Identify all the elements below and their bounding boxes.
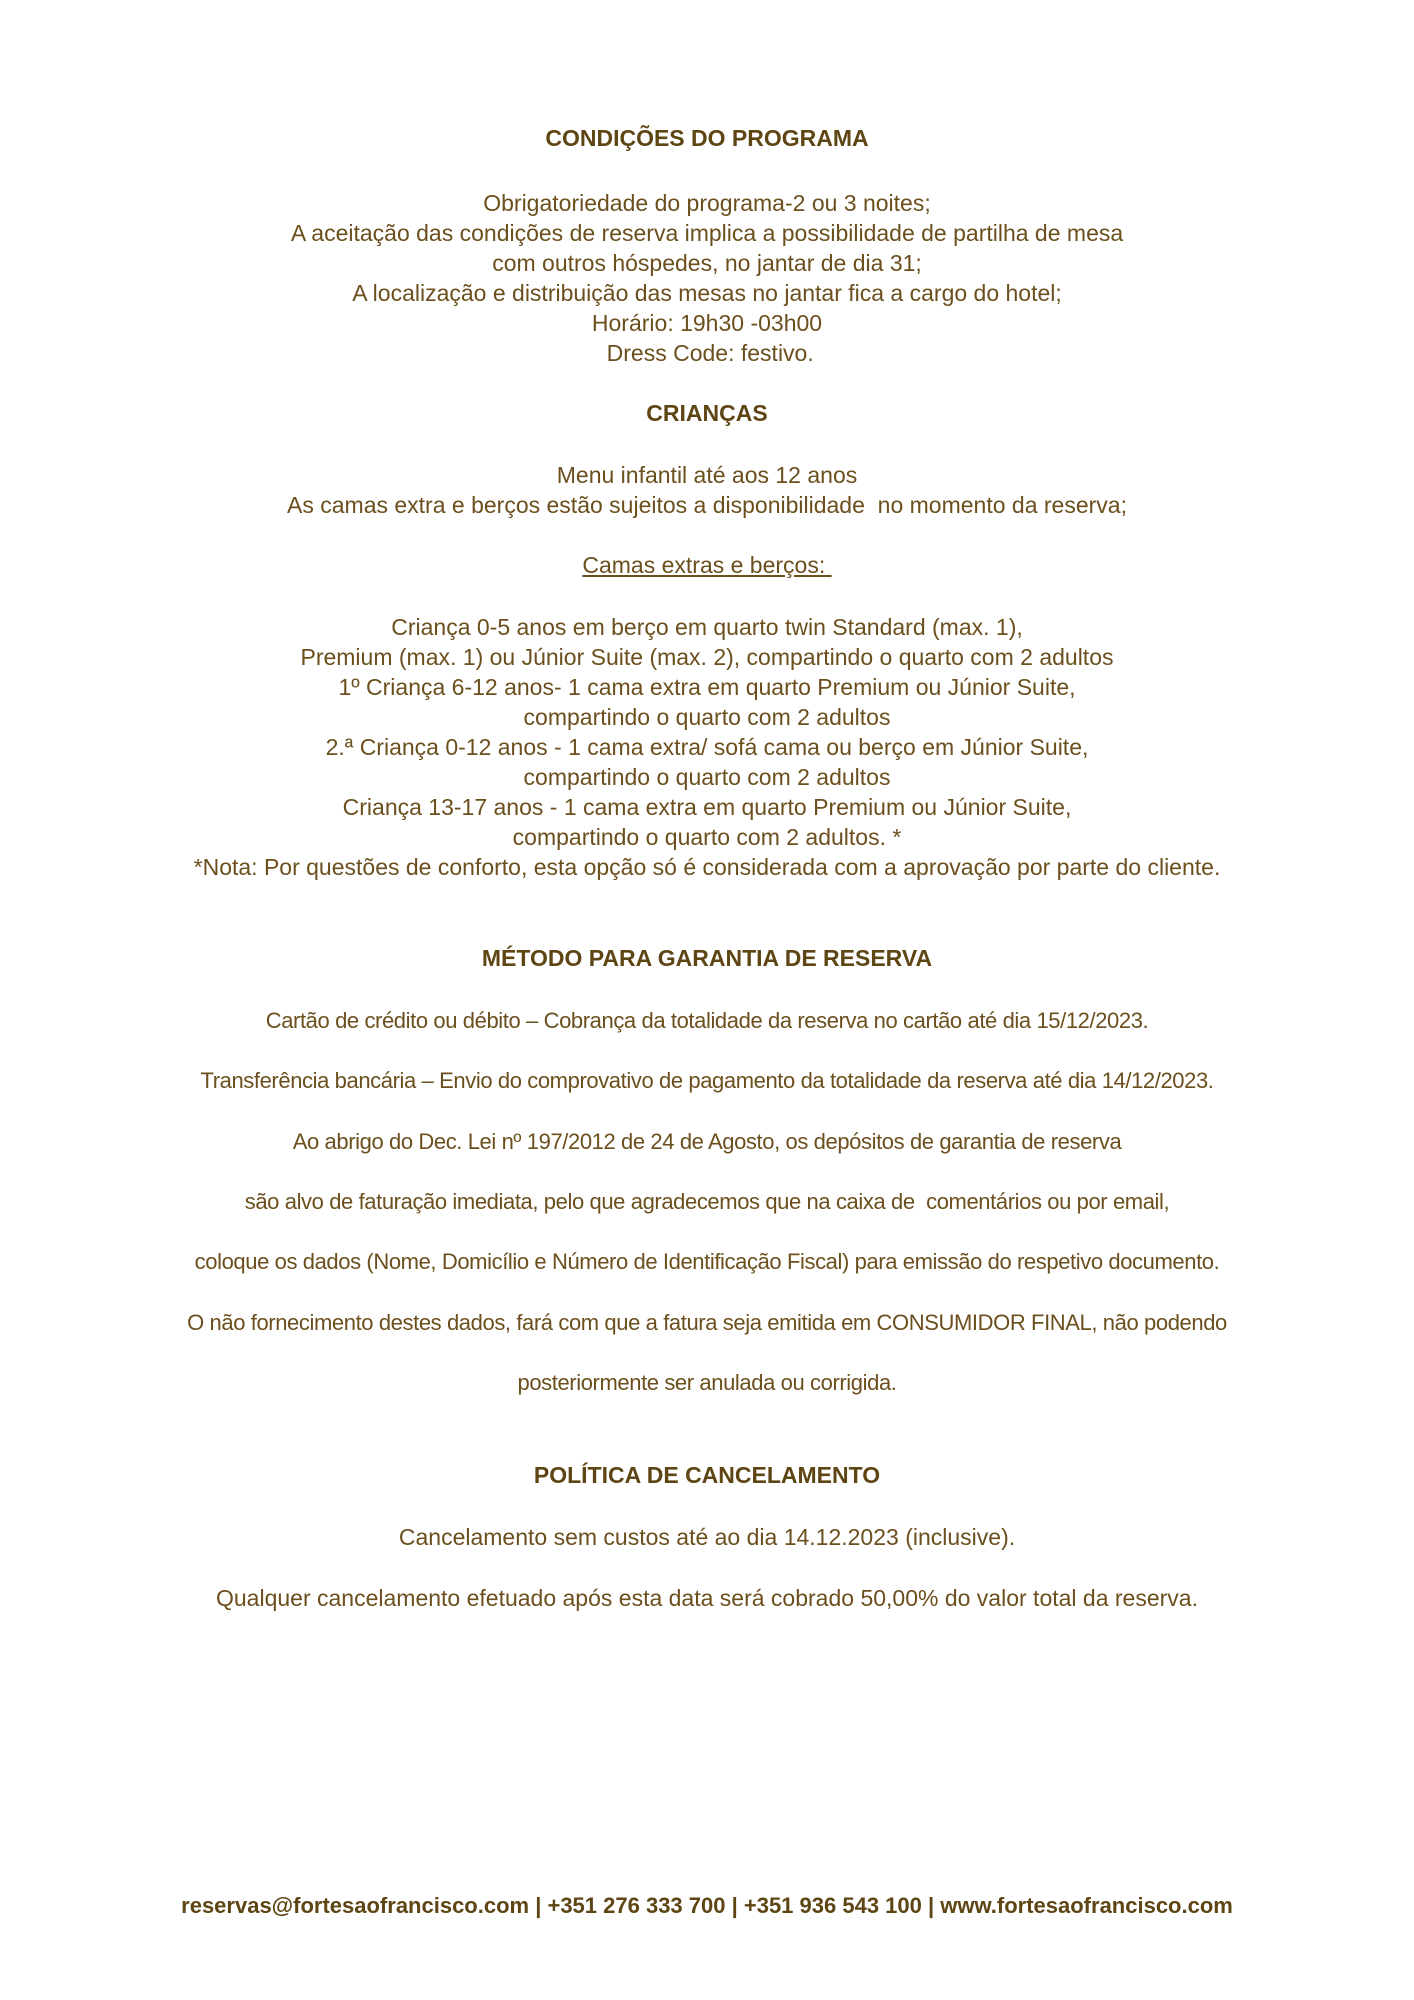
children-detail-line: Criança 0-5 anos em berço em quarto twin Standard (max. 1), bbox=[391, 614, 1023, 640]
children-detail-line: Criança 13-17 anos - 1 cama extra em quarto Premium ou Júnior Suite, bbox=[342, 794, 1072, 820]
conditions-line: com outros hóspedes, no jantar de dia 31; bbox=[492, 250, 922, 276]
extra-beds-subtitle: Camas extras e berços: bbox=[582, 552, 832, 578]
section-title-children: CRIANÇAS bbox=[646, 400, 768, 426]
guarantee-line: coloque os dados (Nome, Domicílio e Número de Identificação Fiscal) para emissão do respetivo documento. bbox=[194, 1249, 1220, 1274]
section-title-guarantee: MÉTODO PARA GARANTIA DE RESERVA bbox=[481, 945, 933, 971]
children-detail-line: 2.ª Criança 0-12 anos - 1 cama extra/ sofá cama ou berço em Júnior Suite, bbox=[325, 734, 1089, 760]
conditions-line: A localização e distribuição das mesas no jantar fica a cargo do hotel; bbox=[352, 280, 1062, 306]
guarantee-line: são alvo de faturação imediata, pelo que agradecemos que na caixa de comentários ou por email, bbox=[244, 1189, 1170, 1214]
cancellation-line: Qualquer cancelamento efetuado após esta data será cobrado 50,00% do valor total da reserva. bbox=[216, 1585, 1198, 1611]
conditions-line: Dress Code: festivo. bbox=[600, 340, 814, 366]
guarantee-line: Ao abrigo do Dec. Lei nº 197/2012 de 24 de Agosto, os depósitos de garantia de reserva bbox=[292, 1129, 1122, 1154]
cancellation-line: Cancelamento sem custos até ao dia 14.12.2023 (inclusive). bbox=[398, 1524, 1016, 1550]
children-details bbox=[0, 612, 1414, 882]
guarantee-line: O não fornecimento destes dados, fará com que a fatura seja emitida em CONSUMIDOR FINAL, não podendo bbox=[187, 1310, 1227, 1335]
children-detail-line: 1º Criança 6-12 anos- 1 cama extra em quarto Premium ou Júnior Suite, bbox=[338, 674, 1076, 700]
footer-contact: reservas@fortesaofrancisco.com | +351 276 333 700 | +351 936 543 100 | www.fortesaofrancisco.com bbox=[181, 1893, 1233, 1918]
children-line: Menu infantil até aos 12 anos bbox=[556, 462, 858, 488]
section-title-conditions: CONDIÇÕES DO PROGRAMA bbox=[545, 125, 869, 151]
children-detail-line: compartindo o quarto com 2 adultos bbox=[523, 764, 891, 790]
conditions-section bbox=[0, 188, 1414, 368]
children-note-line: *Nota: Por questões de conforto, esta opção só é considerada com a aprovação por parte do cliente. bbox=[193, 854, 1221, 880]
conditions-line: Horário: 19h30 -03h00 bbox=[591, 310, 823, 336]
children-detail-line: compartindo o quarto com 2 adultos bbox=[523, 704, 891, 730]
children-line: As camas extra e berços estão sujeitos a disponibilidade no momento da reserva; bbox=[287, 492, 1127, 518]
children-detail-line: compartindo o quarto com 2 adultos. * bbox=[512, 824, 902, 850]
children-detail-line: Premium (max. 1) ou Júnior Suite (max. 2), compartindo o quarto com 2 adultos bbox=[300, 644, 1114, 670]
conditions-line: Obrigatoriedade do programa-2 ou 3 noites; bbox=[483, 190, 931, 216]
guarantee-line: Transferência bancária – Envio do comprovativo de pagamento da totalidade da reserva até dia 14/12/2023. bbox=[200, 1068, 1214, 1093]
children-subtitle-row bbox=[0, 550, 1414, 580]
section-title-cancellation: POLÍTICA DE CANCELAMENTO bbox=[533, 1462, 881, 1488]
children-intro bbox=[0, 460, 1414, 520]
guarantee-line: Cartão de crédito ou débito – Cobrança da totalidade da reserva no cartão até dia 15/12/2023. bbox=[265, 1008, 1149, 1033]
conditions-line: A aceitação das condições de reserva implica a possibilidade de partilha de mesa bbox=[290, 220, 1124, 246]
guarantee-line: posteriormente ser anulada ou corrigida. bbox=[517, 1370, 897, 1395]
